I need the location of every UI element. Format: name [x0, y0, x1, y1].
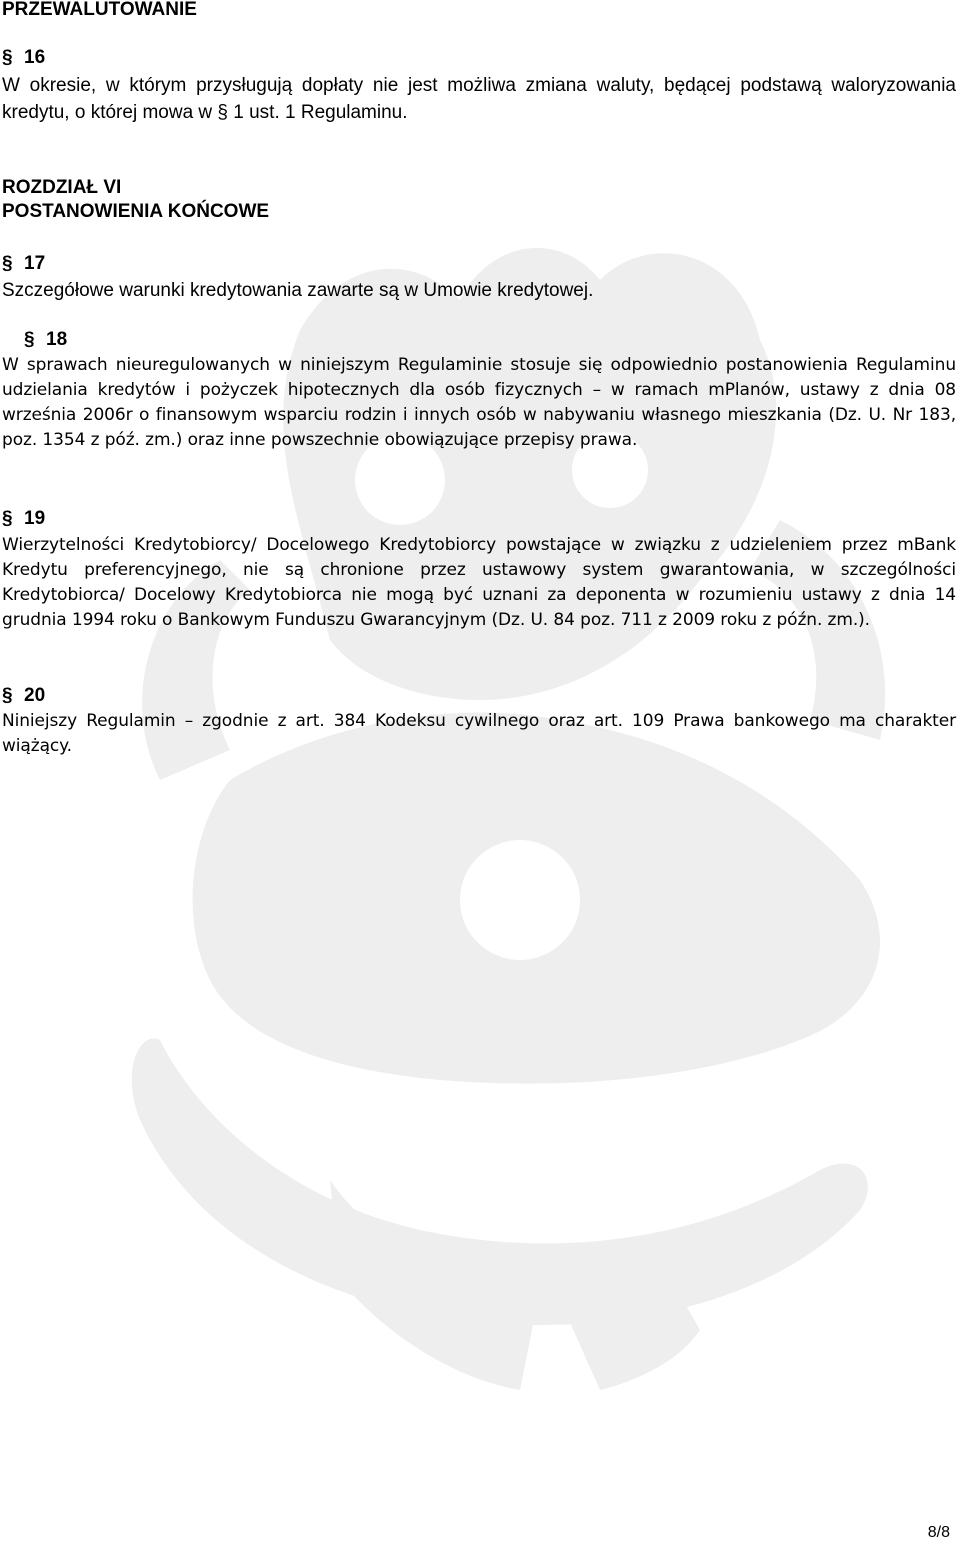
page-number: 8/8 [927, 1524, 950, 1541]
paragraph-sign-icon: § [2, 253, 13, 274]
heading-top: PRZEWALUTOWANIE [2, 0, 197, 20]
chapter-subtitle: POSTANOWIENIA KOŃCOWE [2, 201, 270, 222]
paragraph-sign-icon: § [24, 329, 35, 350]
chapter-title: ROZDZIAŁ VI [2, 177, 122, 198]
section-17-heading [2, 252, 956, 276]
section-17-text: Szczegółowe warunki kredytowania zawarte są w Umowie kredytowej. [2, 280, 594, 301]
section-16-heading [2, 46, 956, 70]
section-number: 18 [46, 329, 68, 350]
section-number: 20 [24, 685, 46, 706]
section-18-text: W sprawach nieuregulowanych w niniejszym Regulaminie stosuje się odpowiednio postanowienia Regulaminu udzielania kredytów i pożyczek hipotecznych dla osób fizycznych – w ramach mPlanów, ustawy z dnia 08 września 2006r o finansowym wsparciu rodzin i innych osób w nabywaniu własnego mieszkania (Dz. U. Nr 183, poz. 1354 z póź. zm.) oraz inne powszechnie obowiązujące przepisy prawa. [2, 355, 956, 450]
paragraph-sign-icon: § [2, 508, 13, 529]
section-19-text: Wierzytelności Kredytobiorcy/ Docelowego Kredytobiorcy powstające w związku z udzieleniem przez mBank Kredytu preferencyjnego, nie są chronione przez ustawowy system gwarantowania, w szczególności Kredytobiorca/ Docelowy Kredytobiorca nie mogą być uznani za deponenta w rozumieniu ustawy z dnia 14 grudnia 1994 roku o Bankowym Funduszu Gwarancyjnym (Dz. U. 84 poz. 711 z 2009 roku z późn. zm.). [2, 535, 956, 630]
section-16-text: W okresie, w którym przysługują dopłaty nie jest możliwa zmiana waluty, będącej podstawą waloryzowania kredytu, o której mowa w § 1 ust. 1 Regulaminu. [2, 75, 956, 123]
section-number: 16 [24, 47, 46, 68]
paragraph-sign-icon: § [2, 685, 13, 706]
section-19-heading [2, 507, 956, 531]
paragraph-sign-icon: § [2, 47, 13, 68]
section-20-heading [2, 684, 956, 708]
section-20-text: Niniejszy Regulamin – zgodnie z art. 384 Kodeksu cywilnego oraz art. 109 Prawa bankowego ma charakter wiążący. [2, 711, 956, 756]
section-18-heading [24, 328, 960, 352]
section-number: 19 [24, 508, 46, 529]
section-number: 17 [24, 253, 46, 274]
